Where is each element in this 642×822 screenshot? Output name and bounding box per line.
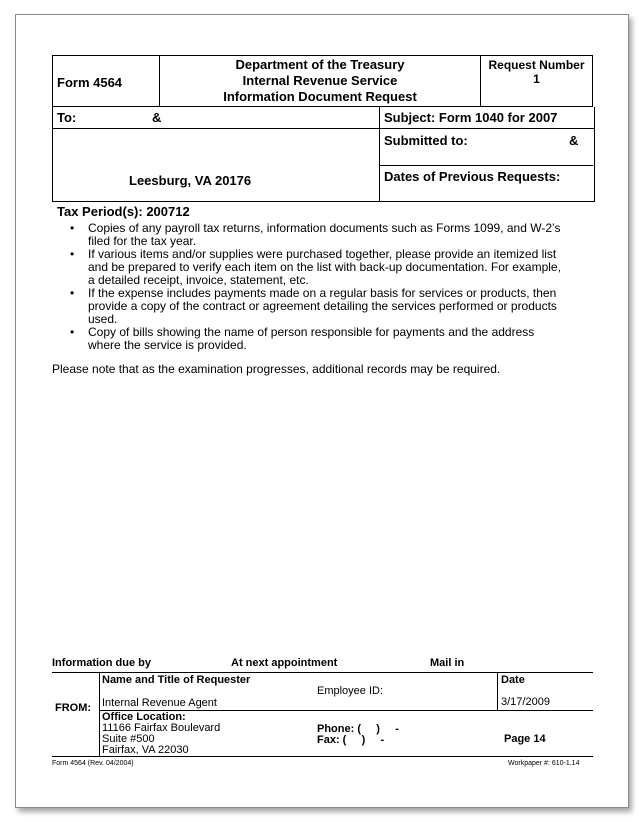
employee-id-label: Employee ID: (317, 685, 384, 697)
mail-in: Mail in (430, 657, 465, 669)
phone-label: Phone: ( ) - (317, 723, 399, 735)
next-appointment: At next appointment (231, 657, 338, 669)
information-due-label: Information due by (52, 657, 151, 669)
department-line: Department of the Treasury (235, 57, 405, 72)
office-location-label: Office Location: (102, 711, 186, 723)
examination-note: Please note that as the examination progresses, additional records may be required. (52, 362, 501, 376)
form-revision: Form 4564 (Rev. 04/2004) (52, 760, 134, 767)
request-number-label: Request Number (488, 58, 585, 72)
submitted-ampersand: & (569, 133, 579, 148)
form-number: Form 4564 (57, 75, 123, 90)
document-page (15, 14, 629, 808)
office-address-line: 11166 Fairfax Boulevard (102, 722, 221, 734)
request-list (70, 222, 565, 352)
request-number-value: 1 (533, 72, 540, 86)
office-address-line: Suite #500 (102, 733, 155, 745)
page-number: Page 14 (504, 733, 546, 745)
form-number-cell (53, 56, 160, 107)
to-label: To: (57, 110, 77, 125)
subject: Subject: Form 1040 for 2007 (384, 110, 558, 125)
department-cell (160, 56, 481, 107)
date-label: Date (501, 674, 525, 686)
workpaper-number: Workpaper #: 610-1.14 (508, 760, 580, 767)
office-address-line: Fairfax, VA 22030 (102, 744, 189, 756)
submitted-to-label: Submitted to: (384, 133, 468, 148)
fax-label: Fax: ( ) - (317, 734, 385, 746)
tax-period: Tax Period(s): 200712 (57, 204, 190, 219)
office-location (102, 712, 220, 756)
list-item: • Copies of any payroll tax returns, information documents such as Forms 1099, and W-2’s filed for the tax year. (70, 222, 565, 248)
from-label: FROM: (55, 702, 92, 714)
header-table (52, 55, 593, 107)
request-number-cell (481, 56, 593, 107)
previous-requests-label: Dates of Previous Requests: (384, 169, 561, 184)
agent-title: Internal Revenue Agent (102, 697, 217, 709)
list-item: • If the expense includes payments made on a regular basis for services or products, then provide a copy of the contract or agreement detailing the services performed or products used. (70, 287, 565, 326)
list-item: • If various items and/or supplies were purchased together, please provide an itemized list and be prepared to verify each item on the list with back-up documentation. For example, a detailed receipt, invoice, statement, etc. (70, 248, 565, 287)
address-city: Leesburg, VA 20176 (129, 173, 252, 188)
requester-name-label: Name and Title of Requester (102, 674, 251, 686)
document-title: Information Document Request (223, 89, 417, 104)
date-value: 3/17/2009 (501, 696, 550, 708)
to-ampersand: & (152, 110, 162, 125)
list-item: • Copy of bills showing the name of person responsible for payments and the address where the service is provided. (70, 326, 565, 352)
agency-line: Internal Revenue Service (242, 73, 398, 88)
